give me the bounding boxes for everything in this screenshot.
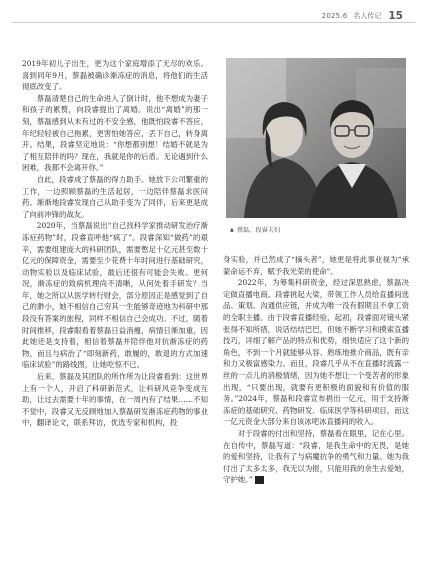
page-header [322, 10, 403, 22]
paragraph: 后来，蔡磊及其团队的所作所为让段睿看到：这世界上有一个人，开启了科研新范式，让科研风竞争变成互助，让过去需要十年的事情，在一周内有了结果……不知不觉中，段睿又无反顾地加入蔡磊研发渐冻症药物的事业中，翻译论文，联系拜访，优选专家和机构，投 [22, 372, 208, 428]
paragraph [223, 428, 409, 486]
issue-date: 2025.6 [321, 12, 348, 20]
paragraph-text: 对于段睿的付出和坚持，蔡磊看在眼里，记在心里。在自传中，蔡磊写道：“段睿，是我生命中的无畏，是她的爱和坚持，让我有了与病魔抗争的勇气和力量。她为我付出了太多太多，我无以为报，只能用我的余生去爱她，守护她。” [223, 428, 409, 485]
paragraph: 身实验，并已然成了“摘头者”，她更是将此事业视为“承蒙命运不弃，赋予我光荣的使命”。 [223, 255, 409, 276]
caption-text: 蔡磊、段睿夫妇 [236, 227, 281, 234]
paragraph: 2019年初儿子出生，更为这个家庭增添了无尽的欢乐。喜到同年9月，蔡磊被确诊渐冻症的消息，将他们的生活彻底改变了。 [22, 59, 208, 92]
paragraph: 蔡磊清楚自己的生命进入了倒计时，他不想成为妻子和孩子的累赘，向段睿提出了离婚。说出“离婚”的那一刻，蔡磊感到从未有过的不安全感，他既怕段睿不答应，年纪轻轻被自己拖累，更害怕她答应，丢下自己，转身离开。结果，段睿坚定地说：“你想都别想！结婚不就是为了相互陪伴的吗？现在，我就是你的后盾。无论遇到什么困难，我都不会离开你。” [22, 93, 208, 173]
paragraph: 自此，段睿成了蔡磊的得力助手。她放下公司繁重的工作，一边照顾蔡磊的生活起居，一边陪伴蔡磊求医问药。渐渐地段睿发现自己从助手变为了同伴，后来更是成了向前冲锋的战友。 [22, 174, 208, 219]
paragraph: 2020年，当蔡磊说出“自己找科学家推动研发治疗渐冻症药物”时，段睿直呼他“疯了”。段睿深知“做药”的艰辛，需要组建庞大的科研团队，需要憋足十亿元甚至数十亿元的保障资金，需要至少花费十年时间进行基础研究，动物实验以及临床试验，最后还很有可能会失败。更何况，渐冻症的致病机理尚不清晰，从何处着手研发？当年，她之所以从医学转行财会，部分原因正是感觉到了自己的渺小，她不相信自己穷其一生能够奇迹地为科研中那段没有答案的旅程，同样不相信自己会成功。不过，随着时间推移，段睿眼看着蔡磊日益消瘦，病情日渐加重，因此她还是支持着，相信着蔡磊并陪伴他对抗渐冻症的药物，而且与病治了“即刻新药，敢履的，敢退的方式加速临床试验”的路线图，让她吃惊不已。 [22, 221, 208, 370]
paragraph: 2022年，为筹集科研资金，经过深思熟虑，蔡磊决定做直播电商。段睿挑起大梁，带领工作人员给直播间选品、策划、沟通供应链，并成为唯一没有假期且不拿工资的全职主播。由于段睿直播经验，起初，段睿面对镜头紧张得不知所措，说话结结巴巴，但她不断学习和摸索直播技巧，详细了解产品的特点和优势，细快适应了这个新的角色，不到一个月就能够从容、熟练地推介商品，既有亲和力又极富感染力。而且，段睿几乎从不在直播时流露一丝的一点儿的消极情绪，因为她不想让一个受苦者的形象出现，“只要出现，就要有更积极的面貌和有价值的服务。”2024年，蔡磊和段睿宣布捐出一亿元，用于支持渐冻症的基础研究、药物研发、临床医学等科研项目，而这一亿元资金大部分来自该冰吧冰直播间的收入。 [223, 278, 409, 427]
page-number: 15 [388, 10, 403, 22]
couple-photo [226, 58, 406, 218]
column-name: 名人传记 [353, 12, 382, 20]
header-rule [12, 22, 415, 23]
right-column [223, 254, 409, 486]
photo-image [226, 58, 406, 218]
end-mark-icon: Z [255, 476, 264, 484]
left-column [22, 58, 208, 429]
photo-caption [230, 225, 280, 234]
caption-triangle-icon: ▲ [230, 226, 234, 233]
